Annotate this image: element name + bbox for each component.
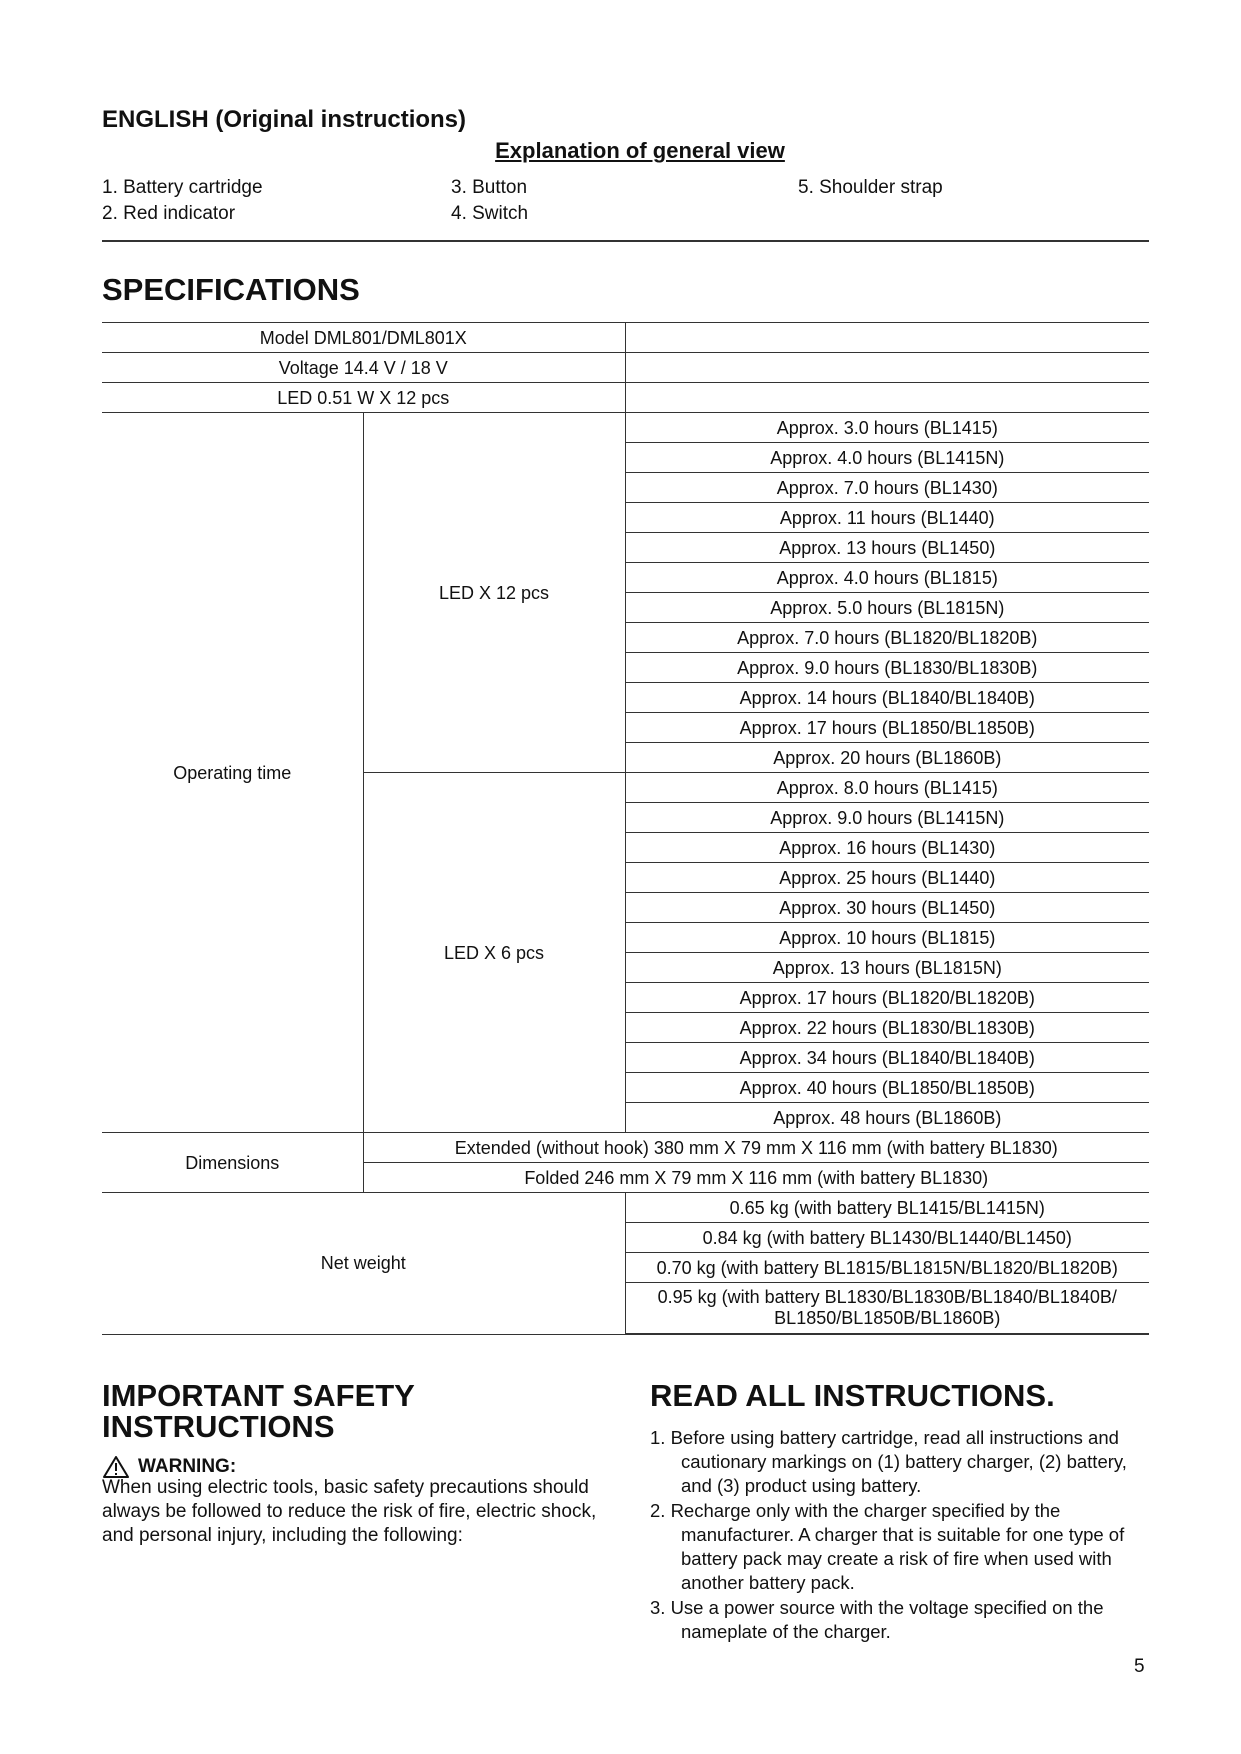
empty-cell [625, 323, 1149, 353]
net-weight-value: 0.95 kg (with battery BL1830/BL1830B/BL1840/BL1840B/ BL1850/BL1850B/BL1860B) [625, 1283, 1149, 1335]
page-number: 5 [1134, 1656, 1145, 1677]
operating-time-value: Approx. 4.0 hours (BL1815) [625, 563, 1149, 593]
net-weight-value: 0.84 kg (with battery BL1430/BL1440/BL1450) [625, 1223, 1149, 1253]
table-row [102, 1133, 1149, 1163]
operating-time-value: Approx. 16 hours (BL1430) [625, 833, 1149, 863]
led6-label: LED X 6 pcs [363, 773, 625, 1133]
net-weight-value: 0.70 kg (with battery BL1815/BL1815N/BL1820/BL1820B) [625, 1253, 1149, 1283]
warning-paragraph: When using electric tools, basic safety precautions should always be followed to reduce the risk of fire, electric shock, and personal injury, including the following: [102, 1477, 597, 1546]
empty-cell [625, 383, 1149, 413]
operating-time-value: Approx. 3.0 hours (BL1415) [625, 413, 1149, 443]
legend-item: 4. Switch [451, 203, 529, 224]
list-item: 1. Before using battery cartridge, read all instructions and cautionary markings on (1) battery charger, (2) battery, and (3) product using battery. [650, 1427, 1127, 1496]
explanation-title: Explanation of general view [495, 138, 785, 163]
dimensions-value: Extended (without hook) 380 mm X 79 mm X 116 mm (with battery BL1830) [363, 1133, 1149, 1163]
operating-time-value: Approx. 17 hours (BL1850/BL1850B) [625, 713, 1149, 743]
operating-time-value: Approx. 8.0 hours (BL1415) [625, 773, 1149, 803]
operating-time-value: Approx. 20 hours (BL1860B) [625, 743, 1149, 773]
operating-time-value: Approx. 9.0 hours (BL1830/BL1830B) [625, 653, 1149, 683]
table-row [102, 413, 1149, 443]
net-weight-label: Net weight [102, 1193, 625, 1335]
dimensions-value: Folded 246 mm X 79 mm X 116 mm (with battery BL1830) [363, 1163, 1149, 1193]
operating-time-value: Approx. 40 hours (BL1850/BL1850B) [625, 1073, 1149, 1103]
specifications-table [102, 322, 1149, 1335]
operating-time-value: Approx. 25 hours (BL1440) [625, 863, 1149, 893]
operating-time-value: Approx. 13 hours (BL1815N) [625, 953, 1149, 983]
operating-time-value: Approx. 13 hours (BL1450) [625, 533, 1149, 563]
safety-heading: IMPORTANT SAFETY INSTRUCTIONS [102, 1378, 415, 1444]
voltage-cell: Voltage 14.4 V / 18 V [102, 353, 625, 383]
net-weight-value: 0.65 kg (with battery BL1415/BL1415N) [625, 1193, 1149, 1223]
legend-item: 1. Battery cartridge [102, 177, 263, 198]
led12-label: LED X 12 pcs [363, 413, 625, 773]
model-cell: Model DML801/DML801X [102, 323, 625, 353]
table-row [102, 353, 1149, 383]
operating-time-value: Approx. 4.0 hours (BL1415N) [625, 443, 1149, 473]
table-row [102, 1193, 1149, 1223]
list-item: 3. Use a power source with the voltage specified on the nameplate of the charger. [650, 1597, 1104, 1642]
warning-text-label: WARNING: [138, 1456, 237, 1477]
language-heading: ENGLISH (Original instructions) [102, 106, 467, 133]
instructions-list [650, 1426, 1150, 1645]
operating-time-value: Approx. 34 hours (BL1840/BL1840B) [625, 1043, 1149, 1073]
operating-time-value: Approx. 22 hours (BL1830/BL1830B) [625, 1013, 1149, 1043]
legend-item: 2. Red indicator [102, 203, 236, 224]
operating-time-value: Approx. 7.0 hours (BL1820/BL1820B) [625, 623, 1149, 653]
operating-time-value: Approx. 9.0 hours (BL1415N) [625, 803, 1149, 833]
operating-time-label: Operating time [102, 413, 363, 1133]
table-row [102, 383, 1149, 413]
operating-time-value: Approx. 5.0 hours (BL1815N) [625, 593, 1149, 623]
legend-item: 5. Shoulder strap [798, 177, 943, 198]
operating-time-value: Approx. 30 hours (BL1450) [625, 893, 1149, 923]
operating-time-value: Approx. 10 hours (BL1815) [625, 923, 1149, 953]
operating-time-value: Approx. 17 hours (BL1820/BL1820B) [625, 983, 1149, 1013]
operating-time-value: Approx. 7.0 hours (BL1430) [625, 473, 1149, 503]
empty-cell [625, 353, 1149, 383]
operating-time-value: Approx. 48 hours (BL1860B) [625, 1103, 1149, 1133]
read-all-heading: READ ALL INSTRUCTIONS. [650, 1378, 1055, 1413]
led-cell: LED 0.51 W X 12 pcs [102, 383, 625, 413]
operating-time-value: Approx. 11 hours (BL1440) [625, 503, 1149, 533]
table-row [102, 323, 1149, 353]
list-item: 2. Recharge only with the charger specified by the manufacturer. A charger that is suitable for one type of battery pack may create a risk of fire when used with another battery pack. [650, 1500, 1125, 1593]
specifications-heading: SPECIFICATIONS [102, 272, 360, 307]
legend-item: 3. Button [451, 177, 528, 198]
operating-time-value: Approx. 14 hours (BL1840/BL1840B) [625, 683, 1149, 713]
section-divider [102, 240, 1149, 242]
dimensions-label: Dimensions [102, 1133, 363, 1193]
